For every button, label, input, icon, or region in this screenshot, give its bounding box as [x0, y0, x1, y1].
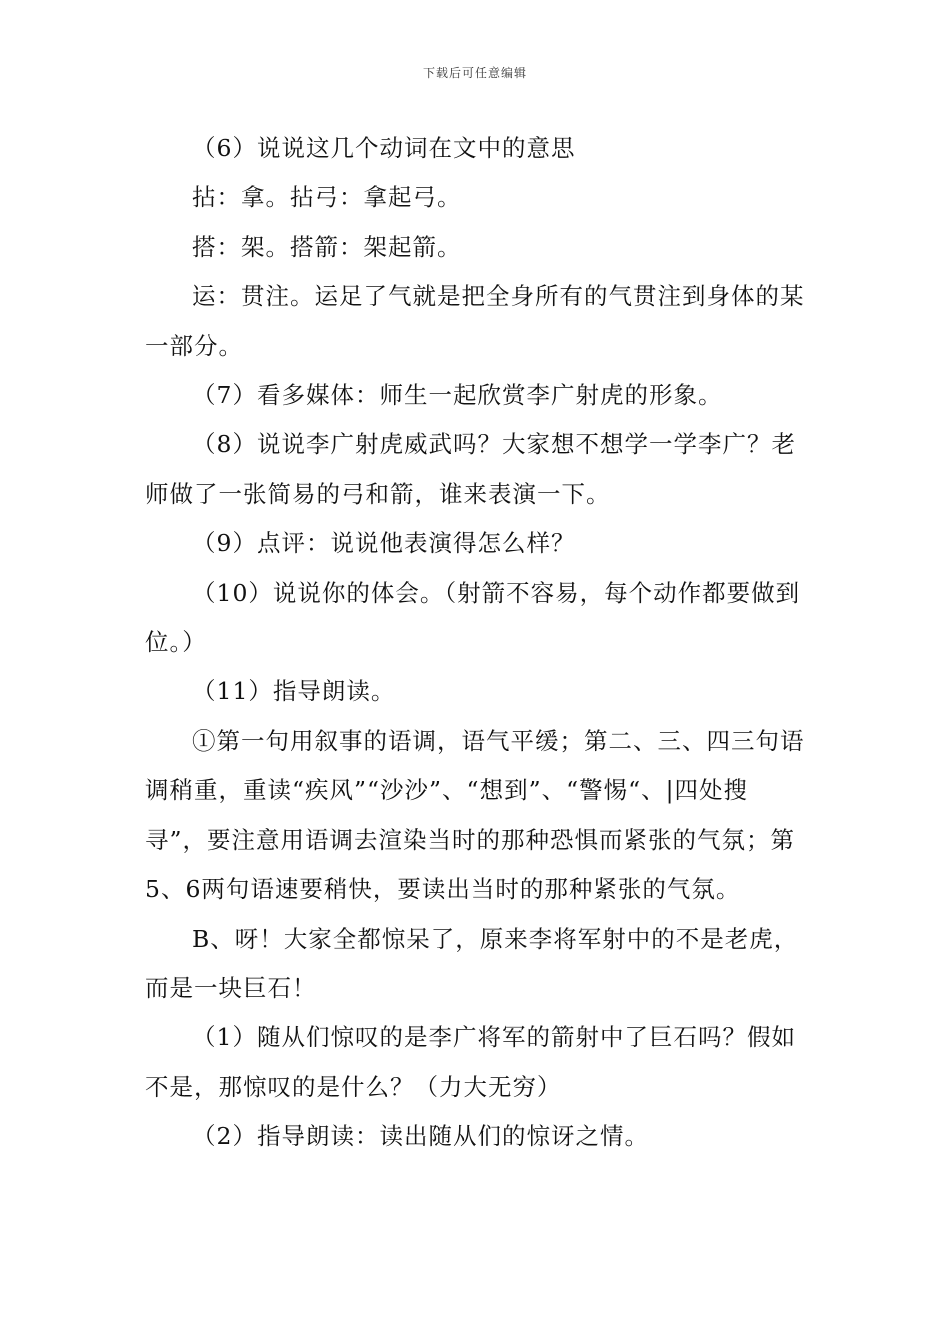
- paragraph-nian-definition: 拈：拿。拈弓：拿起弓。: [192, 183, 462, 212]
- document-body: [145, 124, 810, 1162]
- paragraph-b1-question: （1）随从们惊叹的是李广将军的箭射中了巨石吗？假如不是，那惊叹的是什么？（力大无穷）: [145, 1023, 796, 1101]
- paragraph-9-comment: （9）点评：说说他表演得怎么样？: [192, 529, 576, 558]
- paragraph-10-experience: （10）说说你的体会。（射箭不容易，每个动作都要做到位。）: [145, 578, 801, 657]
- paragraph-8-performance: （8）说说李广射虎威武吗？大家想不想学一学李广？老师做了一张简易的弓和箭，谁来表演一下。: [145, 430, 796, 508]
- paragraph-7-multimedia: （7）看多媒体：师生一起欣赏李广射虎的形象。: [192, 381, 723, 410]
- paragraph-6-heading: （6）说说这几个动词在文中的意思: [192, 134, 576, 162]
- paragraph-da-definition: 搭：架。搭箭：架起箭。: [192, 232, 462, 261]
- page-header: 下载后可任意编辑: [422, 66, 527, 80]
- paragraph-b2-reading: （2）指导朗读：读出随从们的惊讶之情。: [192, 1122, 649, 1151]
- paragraph-reading-guidance: ①第一句用叙事的语调，语气平缓；第二、三、四三句语调稍重，重读“疾风”“沙沙”、“想到”、“警惕“、|四处搜寻”，要注意用语调去渲染当时的那种恐惧而紧张的气氛；第5、6两句语速要稍快，要读出当时的那种紧张的气氛。: [145, 726, 805, 904]
- paragraph-yun-definition: 运：贯注。运足了气就是把全身所有的气贯注到身体的某一部分。: [145, 282, 805, 360]
- paragraph-section-b: B、呀！大家全都惊呆了，原来李将军射中的不是老虎，而是一块巨石！: [145, 924, 799, 1002]
- paragraph-11-reading: （11）指导朗读。: [192, 677, 396, 706]
